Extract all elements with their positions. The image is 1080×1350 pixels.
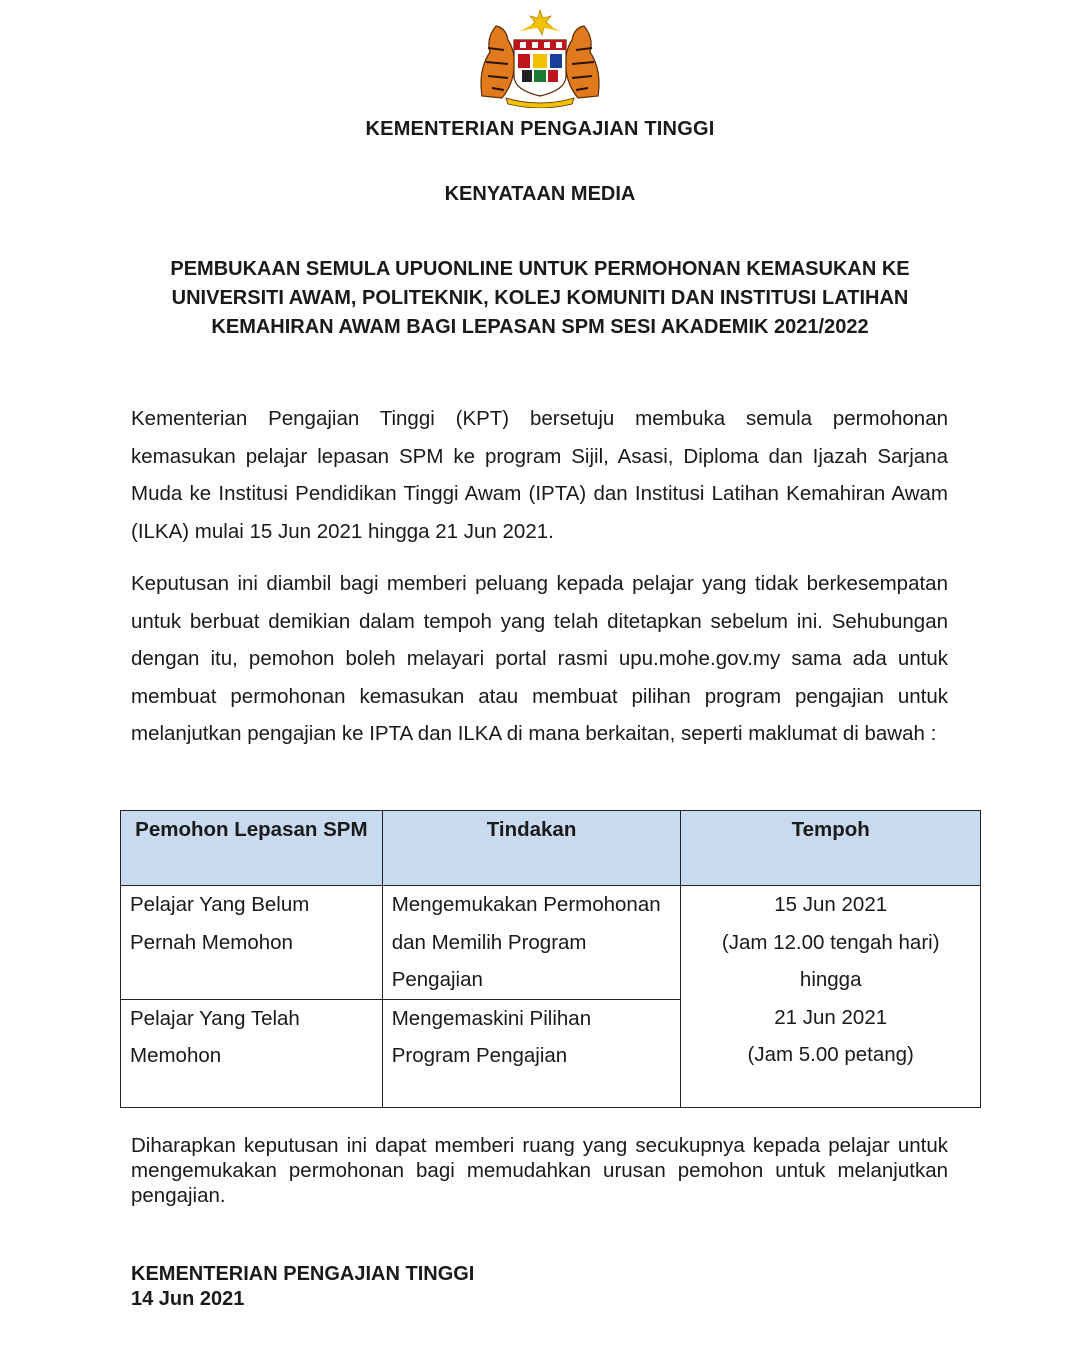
- title-line: KEMAHIRAN AWAM BAGI LEPASAN SPM SESI AKADEMIK 2021/2022: [211, 316, 869, 338]
- applicant-cell: Pelajar Yang Belum Pernah Memohon: [121, 886, 383, 1000]
- period-line: (Jam 5.00 petang): [747, 1043, 914, 1066]
- period-line: (Jam 12.00 tengah hari): [721, 930, 940, 954]
- signatory: KEMENTERIAN PENGAJIAN TINGGI: [131, 1263, 475, 1285]
- ministry-heading: KEMENTERIAN PENGAJIAN TINGGI: [365, 118, 715, 140]
- column-header: Tindakan: [382, 811, 681, 886]
- title-line: PEMBUKAAN SEMULA UPUONLINE UNTUK PERMOHONAN KEMASUKAN KE: [170, 258, 910, 280]
- table-row: [121, 886, 981, 1000]
- signature-block: [131, 1262, 474, 1312]
- column-header: Pemohon Lepasan SPM: [121, 811, 383, 886]
- applicant-cell: Pelajar Yang Telah Memohon: [121, 999, 383, 1107]
- title-line: UNIVERSITI AWAM, POLITEKNIK, KOLEJ KOMUNITI DAN INSTITUSI LATIHAN: [171, 287, 909, 309]
- paragraph-intro: Kementerian Pengajian Tinggi (KPT) bersetuju membuka semula permohonan kemasukan pelajar lepasan SPM ke program Sijil, Asasi, Diploma dan Ijazah Sarjana Muda ke Institusi Pendidikan Tinggi Awam (IPTA) dan Institusi Latihan Kemahiran Awam (ILKA) mulai 15 Jun 2021 hingga 21 Jun 2021.: [131, 407, 948, 543]
- coat-of-arms-icon: [472, 8, 608, 108]
- paragraph-details: Keputusan ini diambil bagi memberi peluang kepada pelajar yang tidak berkesempatan untuk berbuat demikian dalam tempoh yang telah ditetapkan sebelum ini. Sehubungan dengan itu, pemohon boleh melayari portal rasmi upu.mohe.gov.my sama ada untuk membuat permohonan kemasukan atau membuat pilihan program pengajian untuk melanjutkan pengajian ke IPTA dan ILKA di mana berkaitan, seperti maklumat di bawah :: [131, 572, 948, 745]
- action-cell: Mengemukakan Permohonan dan Memilih Program Pengajian: [382, 886, 681, 1000]
- action-cell: Mengemaskini Pilihan Program Pengajian: [382, 999, 681, 1107]
- column-header: Tempoh: [681, 811, 981, 886]
- period-line: hingga: [799, 968, 862, 991]
- press-release-title: [120, 255, 960, 342]
- period-line: 15 Jun 2021: [774, 893, 888, 916]
- period-cell: [681, 886, 981, 1108]
- period-line: 21 Jun 2021: [774, 1005, 888, 1029]
- table-header-row: [121, 811, 981, 886]
- paragraph-closing: Diharapkan keputusan ini dapat memberi ruang yang secukupnya kepada pelajar untuk mengemukakan permohonan bagi memudahkan urusan pemohon untuk melanjutkan pengajian.: [131, 1134, 948, 1207]
- document-type: KENYATAAN MEDIA: [444, 183, 636, 205]
- release-date: 14 Jun 2021: [131, 1288, 245, 1310]
- application-schedule-table: [120, 810, 981, 1108]
